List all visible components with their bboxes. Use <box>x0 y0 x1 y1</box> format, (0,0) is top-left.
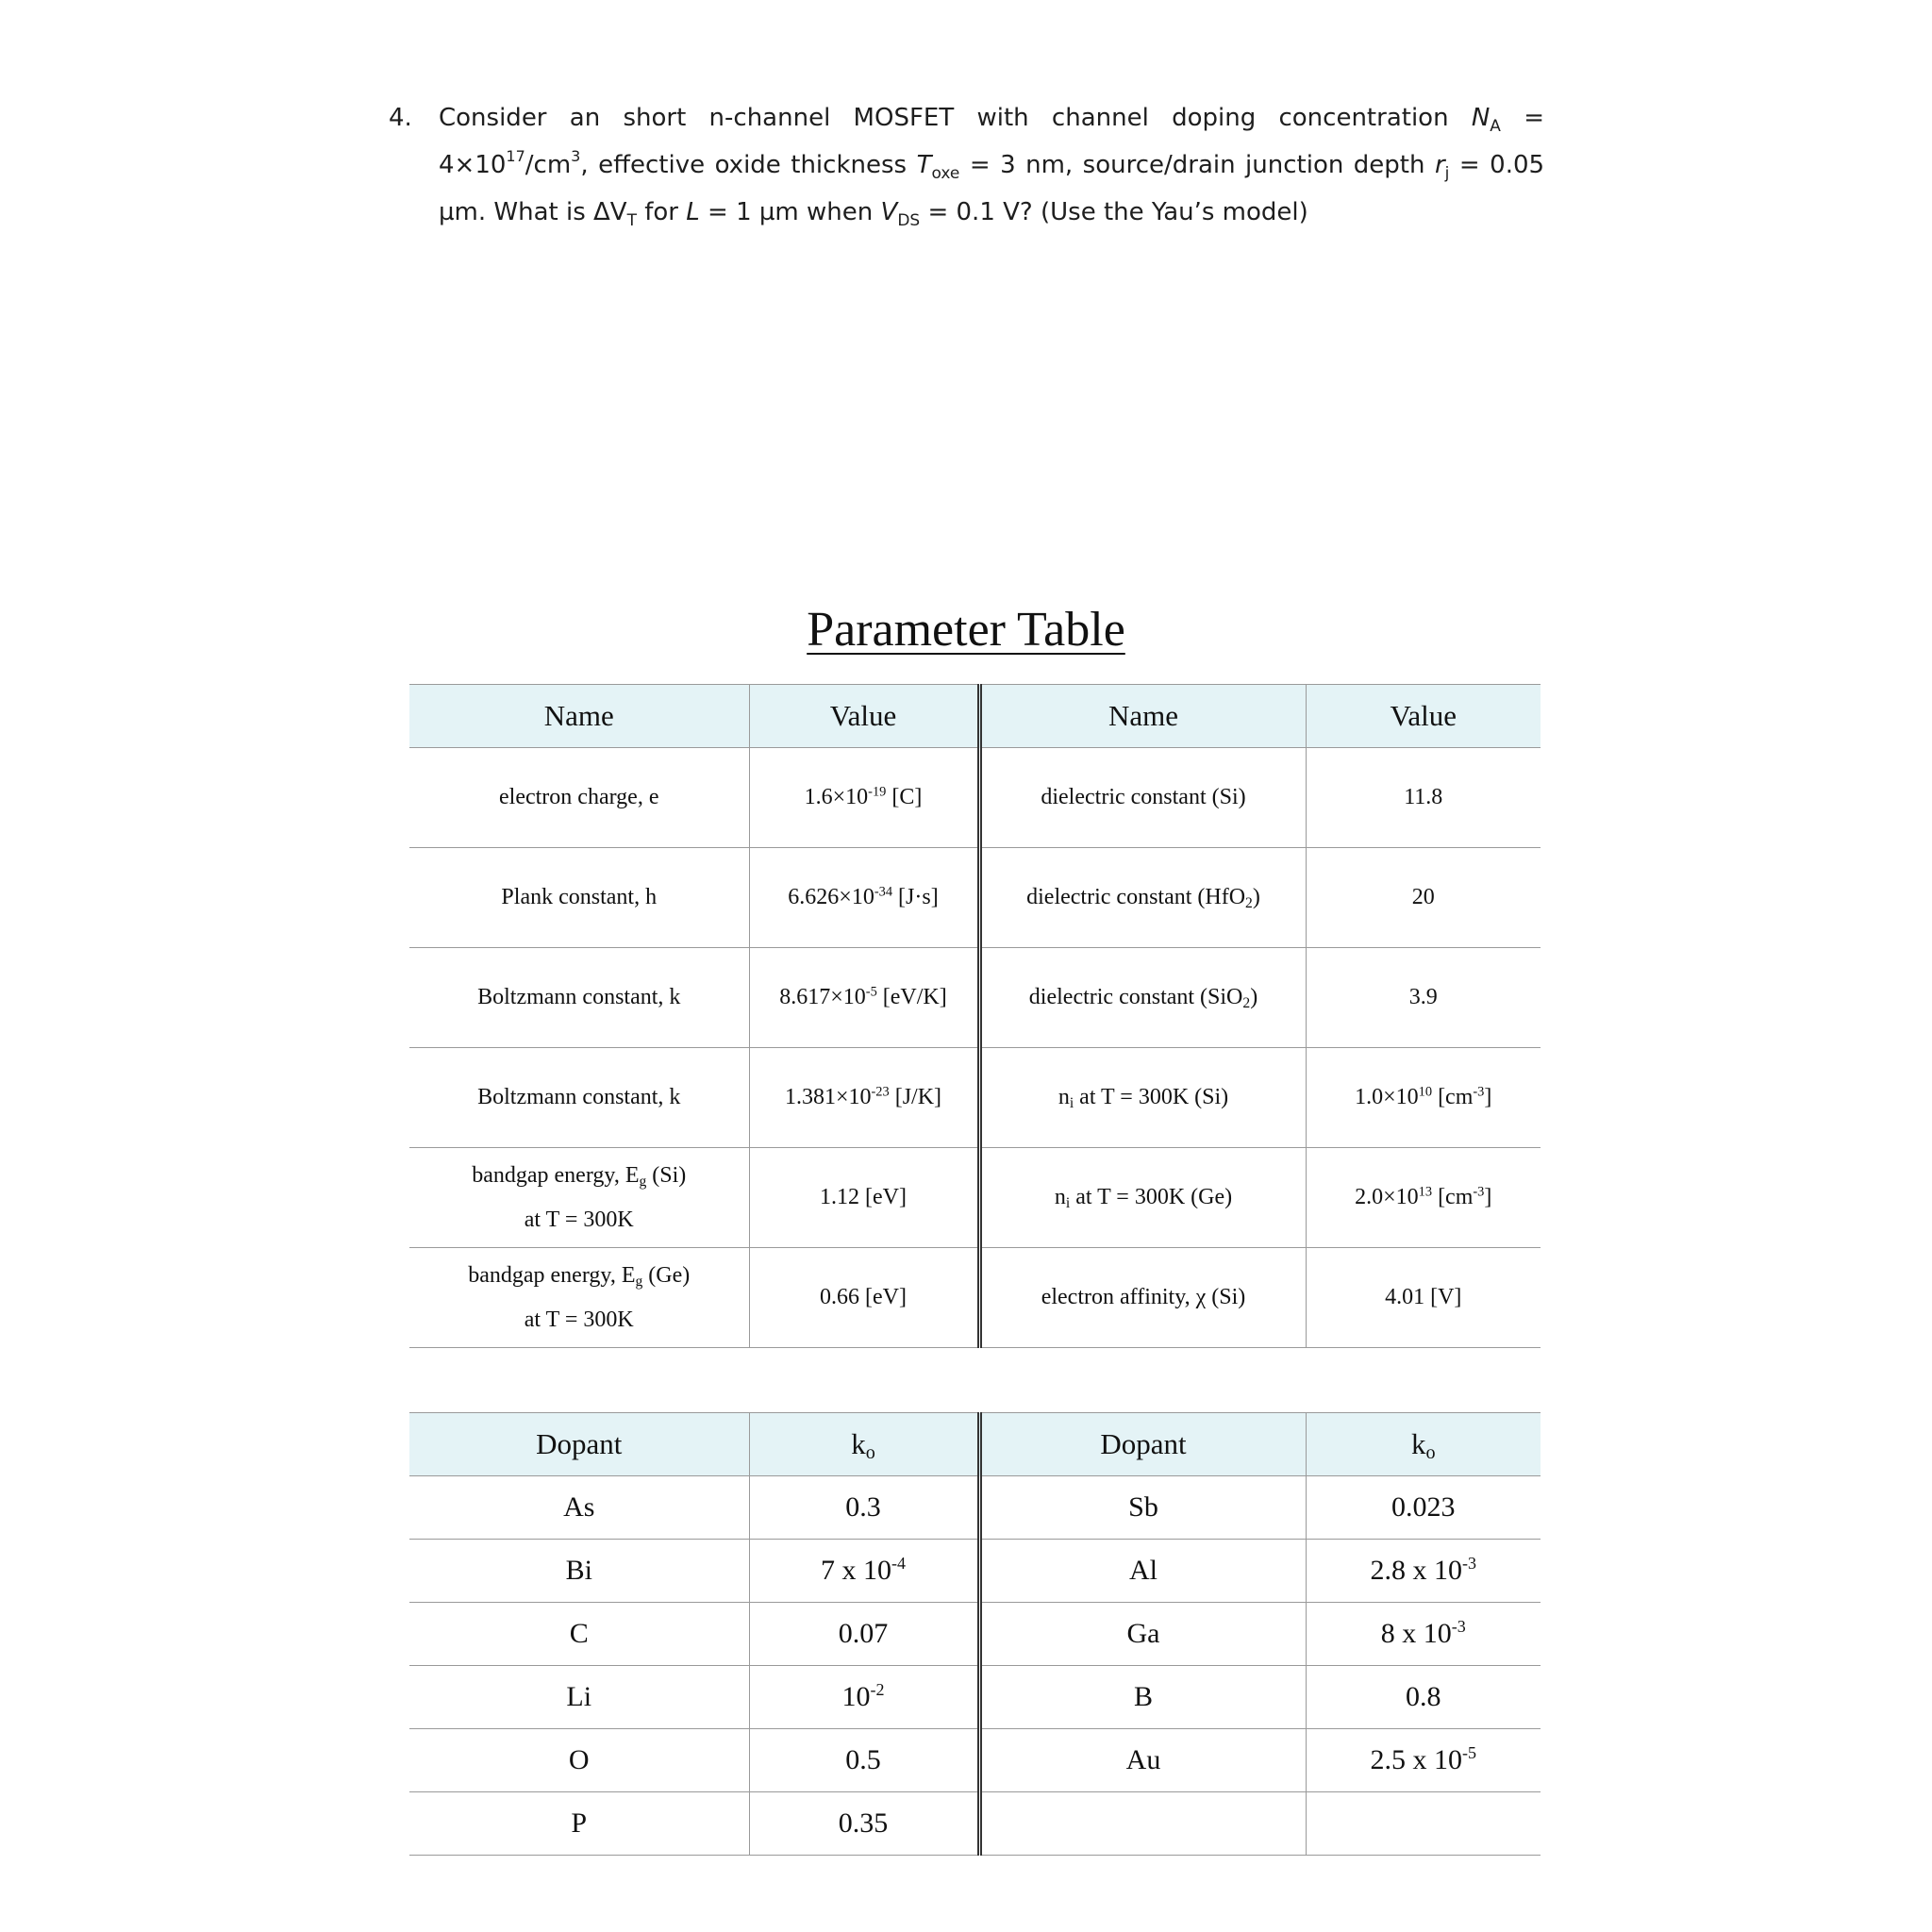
param-name: electron affinity, χ (Si) <box>979 1248 1306 1348</box>
parameter-table-title: Parameter Table <box>807 603 1125 657</box>
dopant-name: B <box>979 1666 1306 1729</box>
dopant-ko: 2.8 x $10^{-3}$ <box>1306 1540 1541 1603</box>
param-value: 0.66 [eV] <box>749 1248 979 1348</box>
dopant-name <box>979 1792 1306 1856</box>
dopant-ko: 7 x $10^{-4}$ <box>749 1540 979 1603</box>
dopant-name: Li <box>409 1666 749 1729</box>
table-row <box>409 1792 1541 1856</box>
header-dopant: Dopant <box>979 1413 1306 1476</box>
param-value: 1.12 [eV] <box>749 1148 979 1248</box>
table-row <box>409 1048 1541 1148</box>
question-block <box>389 94 1544 236</box>
param-name: Boltzmann constant, k <box>409 1048 749 1148</box>
param-name: $n_i$ at T = 300K (Ge) <box>979 1148 1306 1248</box>
table-row <box>409 1476 1541 1540</box>
param-name: bandgap energy, $E_g$ (Si) at T = 300K <box>409 1148 749 1248</box>
dopant-table <box>409 1412 1541 1856</box>
param-value: $1.0\times 10^{10}$ $[cm^{-3}]$ <box>1306 1048 1541 1148</box>
header-ko: $k_o$ <box>1306 1413 1541 1476</box>
param-value: 20 <box>1306 848 1541 948</box>
header-name: Name <box>409 685 749 748</box>
dopant-name: C <box>409 1603 749 1666</box>
param-value: $6.626\times 10^{-34}$ [J·s] <box>749 848 979 948</box>
table-row <box>409 948 1541 1048</box>
param-value: $2.0\times 10^{13}$ $[cm^{-3}]$ <box>1306 1148 1541 1248</box>
param-name: electron charge, e <box>409 748 749 848</box>
table-row <box>409 748 1541 848</box>
param-value: 11.8 <box>1306 748 1541 848</box>
dopant-ko: 0.3 <box>749 1476 979 1540</box>
header-value: Value <box>1306 685 1541 748</box>
dopant-name: O <box>409 1729 749 1792</box>
header-ko: $k_o$ <box>749 1413 979 1476</box>
table-row <box>409 848 1541 948</box>
param-name: Plank constant, h <box>409 848 749 948</box>
parameter-table-header <box>409 685 1541 748</box>
parameter-table <box>409 684 1541 1348</box>
dopant-name: Sb <box>979 1476 1306 1540</box>
dopant-name: Al <box>979 1540 1306 1603</box>
question-number: 4. <box>389 104 412 132</box>
param-value: 3.9 <box>1306 948 1541 1048</box>
param-value: $1.6\times 10^{-19}$ [C] <box>749 748 979 848</box>
dopant-ko: 8 x $10^{-3}$ <box>1306 1603 1541 1666</box>
dopant-ko: 0.35 <box>749 1792 979 1856</box>
dopant-name: Ga <box>979 1603 1306 1666</box>
param-value: 4.01 [V] <box>1306 1248 1541 1348</box>
dopant-ko: 2.5 x $10^{-5}$ <box>1306 1729 1541 1792</box>
param-name: $n_i$ at T = 300K (Si) <box>979 1048 1306 1148</box>
header-value: Value <box>749 685 979 748</box>
dopant-ko: 0.5 <box>749 1729 979 1792</box>
table-row <box>409 1248 1541 1348</box>
dopant-ko: 0.07 <box>749 1603 979 1666</box>
dopant-ko: 0.8 <box>1306 1666 1541 1729</box>
dopant-ko: $10^{-2}$ <box>749 1666 979 1729</box>
param-name: Boltzmann constant, k <box>409 948 749 1048</box>
table-row <box>409 1540 1541 1603</box>
question-text: Consider an short n-channel MOSFET with channel doping concentration $N_A = 4\times 10^{17}/cm^3$, effective oxide thickness $T_{oxe} = 3$ nm, source/drain junction depth $r_j = 0.05$ µm. What is $\Delta V_T$ for L = 1 µm when $V_{DS} = 0.1$ V? (Use the Yau’s model) <box>439 104 1545 230</box>
header-name: Name <box>979 685 1306 748</box>
param-value: $8.617\times 10^{-5}$ [eV/K] <box>749 948 979 1048</box>
table-row <box>409 1666 1541 1729</box>
param-name: dielectric constant (HfO$_2$) <box>979 848 1306 948</box>
dopant-table-header <box>409 1413 1541 1476</box>
table-row <box>409 1148 1541 1248</box>
header-dopant: Dopant <box>409 1413 749 1476</box>
dopant-name: Bi <box>409 1540 749 1603</box>
table-row <box>409 1603 1541 1666</box>
dopant-ko <box>1306 1792 1541 1856</box>
dopant-name: As <box>409 1476 749 1540</box>
dopant-name: P <box>409 1792 749 1856</box>
table-row <box>409 1729 1541 1792</box>
param-name: dielectric constant (Si) <box>979 748 1306 848</box>
param-name: bandgap energy, $E_g$ (Ge) at T = 300K <box>409 1248 749 1348</box>
dopant-ko: 0.023 <box>1306 1476 1541 1540</box>
dopant-name: Au <box>979 1729 1306 1792</box>
param-name: dielectric constant (SiO$_2$) <box>979 948 1306 1048</box>
param-value: $1.381\times 10^{-23}$ [J/K] <box>749 1048 979 1148</box>
